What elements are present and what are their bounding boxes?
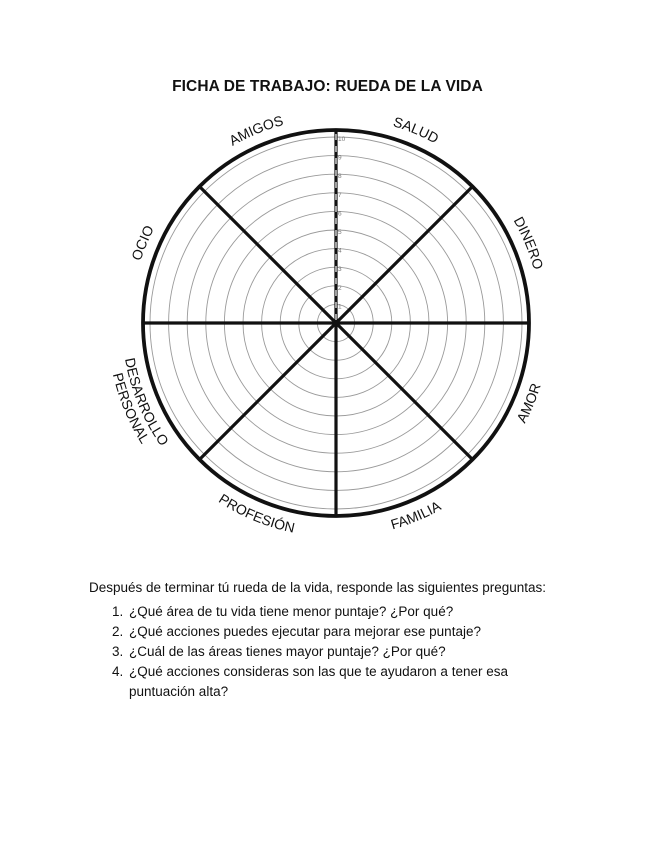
scale-number: 9: [338, 154, 342, 162]
page-title: FICHA DE TRABAJO: RUEDA DE LA VIDA: [172, 78, 483, 95]
scale-number: 5: [338, 229, 342, 236]
segment-label: OCIO: [128, 222, 157, 263]
segment-label: DINERO: [510, 213, 547, 272]
scale-number: 10: [338, 136, 346, 143]
question-item: 1. ¿Qué área de tu vida tiene menor puntaje? ¿Por qué?: [127, 602, 567, 622]
segment-label: AMOR: [513, 381, 544, 426]
segment-label: DESARROLLO: [122, 356, 173, 449]
question-item: 2. ¿Qué acciones puedes ejecutar para mejorar ese puntaje?: [127, 622, 567, 642]
scale-number: 6: [338, 210, 342, 218]
segment-label: FAMILIA: [388, 497, 444, 533]
instructions-text: Después de terminar tú rueda de la vida, responde las siguientes preguntas:: [89, 580, 547, 595]
segment-label-line2: PERSONAL: [109, 371, 154, 447]
segment-label: PROFESIÓN: [216, 490, 297, 536]
scale-number: 3: [338, 266, 342, 274]
scale-number: 4: [338, 247, 342, 255]
segment-label: AMIGOS: [226, 112, 285, 149]
segment-label: SALUD: [391, 113, 442, 147]
scale-number: 2: [338, 284, 342, 292]
question-item: 3. ¿Cuál de las áreas tienes mayor puntaje? ¿Por qué?: [127, 642, 567, 662]
scale-number: 7: [338, 191, 342, 199]
scale-number: 1: [338, 303, 342, 311]
scale-number: 8: [338, 173, 342, 181]
question-item: 4. ¿Qué acciones consideras son las que te ayudaron a tener esa puntuación alta?: [127, 662, 567, 702]
questions-list: [89, 602, 567, 702]
